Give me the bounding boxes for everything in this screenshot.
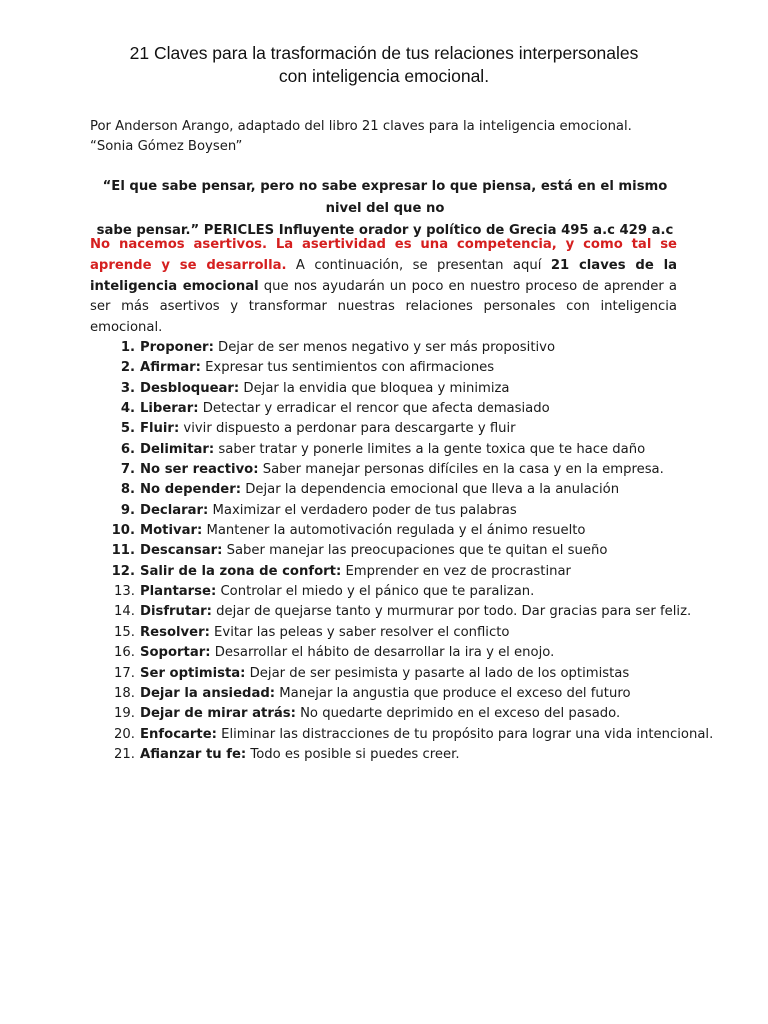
list-item	[90, 745, 690, 765]
pericles-quote	[90, 176, 680, 242]
list-item-text: Dejar la dependencia emocional que lleva a la anulación	[241, 482, 620, 498]
list-item-label: No depender:	[140, 482, 242, 498]
list-item-number: 4.	[120, 401, 135, 417]
list-item-number: 10.	[111, 523, 135, 539]
list-item	[90, 480, 690, 500]
title-line-1: 21 Claves para la trasformación de tus relaciones interpersonales	[129, 43, 639, 63]
intro-text-2: que nos ayudarán un poco en nuestro proceso de aprender a ser más asertivos y transformar nuestras relaciones personales con inteligencia emocional.	[90, 278, 677, 336]
list-item-number: 13.	[114, 584, 135, 600]
list-item	[90, 358, 690, 378]
list-item-label: Delimitar:	[140, 441, 215, 457]
list-item-label: Dejar de mirar atrás:	[140, 706, 296, 722]
list-item	[90, 379, 690, 399]
list-item-text: Mantener la automotivación regulada y el ánimo resuelto	[202, 523, 586, 539]
list-item-label: Resolver:	[140, 624, 210, 640]
list-item-text: dejar de quejarse tanto y murmurar por todo. Dar gracias para ser feliz.	[211, 604, 692, 620]
list-item-number: 2.	[120, 360, 135, 376]
author-line-1: Por Anderson Arango, adaptado del libro 21 claves para la inteligencia emocional.	[90, 119, 632, 134]
list-item-label: Descansar:	[140, 543, 223, 559]
list-item-label: Motivar:	[140, 523, 203, 539]
list-item-number: 15.	[114, 624, 135, 640]
list-item-number: 19.	[114, 706, 135, 722]
list-item-number: 21.	[114, 746, 135, 762]
list-item-label: Afirmar:	[140, 360, 201, 376]
list-item-text: Manejar la angustia que produce el exceso del futuro	[275, 685, 631, 701]
quote-line-2: sabe pensar.” PERICLES Influyente orador y político de Grecia 495 a.c 429 a.c	[96, 223, 674, 238]
list-item	[90, 725, 714, 745]
document-title	[80, 42, 688, 88]
list-item	[90, 399, 690, 419]
list-item-text: Dejar la envidia que bloquea y minimiza	[239, 380, 510, 396]
list-item-label: Proponer:	[140, 340, 214, 355]
list-item-text: Saber manejar personas difíciles en la casa y en la empresa.	[258, 462, 664, 478]
list-item-label: Fluir:	[140, 421, 180, 437]
list-item-text: Maximizar el verdadero poder de tus palabras	[208, 502, 517, 518]
list-item-number: 1.	[120, 340, 135, 355]
list-item-label: Disfrutar:	[140, 604, 212, 620]
list-item	[90, 684, 690, 704]
list-item	[90, 623, 690, 643]
list-item	[90, 643, 690, 663]
list-item	[90, 704, 690, 724]
list-item-number: 5.	[120, 421, 135, 437]
list-item-text: Eliminar las distracciones de tu propósito para lograr una vida intencional.	[216, 726, 714, 742]
list-item-text: Controlar el miedo y el pánico que te paralizan.	[216, 584, 535, 600]
intro-bold: 21 claves de la inteligencia emocional	[90, 257, 677, 294]
list-item-number: 18.	[114, 685, 135, 701]
list-item-number: 14.	[114, 604, 135, 620]
list-item-number: 3.	[120, 380, 135, 396]
author-line-2: “Sonia Gómez Boysen”	[90, 139, 243, 154]
list-item-text: Expresar tus sentimientos con afirmaciones	[200, 360, 495, 376]
list-item-text: Desarrollar el hábito de desarrollar la ira y el enojo.	[210, 645, 555, 661]
list-item-text: No quedarte deprimido en el exceso del pasado.	[295, 706, 621, 722]
list-item	[90, 460, 690, 480]
list-item-label: No ser reactivo:	[140, 462, 259, 478]
list-item-number: 16.	[114, 645, 135, 661]
list-item-text: Evitar las peleas y saber resolver el conflicto	[209, 624, 510, 640]
list-item-text: Todo es posible si puedes creer.	[246, 746, 460, 762]
list-item-text: Dejar de ser menos negativo y ser más propositivo	[213, 340, 556, 355]
list-item-label: Declarar:	[140, 502, 209, 518]
list-item-number: 7.	[120, 462, 135, 478]
list-item-text: vivir dispuesto a perdonar para descargarte y fluir	[179, 421, 516, 437]
list-item	[90, 440, 690, 460]
list-item	[90, 338, 690, 358]
list-item-label: Soportar:	[140, 645, 211, 661]
list-item-label: Dejar la ansiedad:	[140, 685, 276, 701]
list-item-text: Saber manejar las preocupaciones que te quitan el sueño	[222, 543, 608, 559]
list-item-number: 12.	[111, 563, 135, 579]
list-item-number: 20.	[114, 726, 135, 742]
list-item-text: saber tratar y ponerle limites a la gente toxica que te hace daño	[214, 441, 646, 457]
list-item-label: Enfocarte:	[140, 726, 217, 742]
list-item	[90, 521, 690, 541]
list-item-number: 17.	[114, 665, 135, 681]
quote-line-1: “El que sabe pensar, pero no sabe expresar lo que piensa, está en el mismo nivel del que no	[102, 179, 668, 216]
list-item	[90, 541, 690, 561]
list-item	[90, 419, 690, 439]
intro-highlight: No nacemos asertivos. La asertividad es una competencia, y como tal se aprende y se desarrolla.	[90, 237, 677, 273]
list-item-number: 6.	[120, 441, 135, 457]
author-credit	[90, 117, 690, 157]
list-item-label: Afianzar tu fe:	[140, 746, 247, 762]
list-item-number: 11.	[111, 543, 135, 559]
title-line-2: con inteligencia emocional.	[278, 66, 490, 86]
list-item-label: Salir de la zona de confort:	[140, 563, 342, 579]
list-item-label: Plantarse:	[140, 584, 217, 600]
list-item-number: 8.	[120, 482, 135, 498]
list-item-label: Ser optimista:	[140, 665, 246, 681]
list-item-number: 9.	[120, 502, 135, 518]
list-item	[90, 664, 690, 684]
list-item-text: Detectar y erradicar el rencor que afecta demasiado	[198, 401, 550, 417]
list-item-label: Desbloquear:	[140, 380, 240, 396]
intro-text-1: A continuación, se presentan aquí	[286, 257, 551, 273]
list-item	[90, 501, 690, 521]
intro-paragraph	[90, 235, 677, 339]
list-item-label: Liberar:	[140, 401, 199, 417]
list-item	[90, 602, 690, 622]
keys-list	[90, 338, 714, 765]
list-item	[90, 582, 690, 602]
list-item-text: Dejar de ser pesimista y pasarte al lado de los optimistas	[245, 665, 630, 681]
list-item-text: Emprender en vez de procrastinar	[341, 563, 571, 579]
list-item	[90, 562, 690, 582]
